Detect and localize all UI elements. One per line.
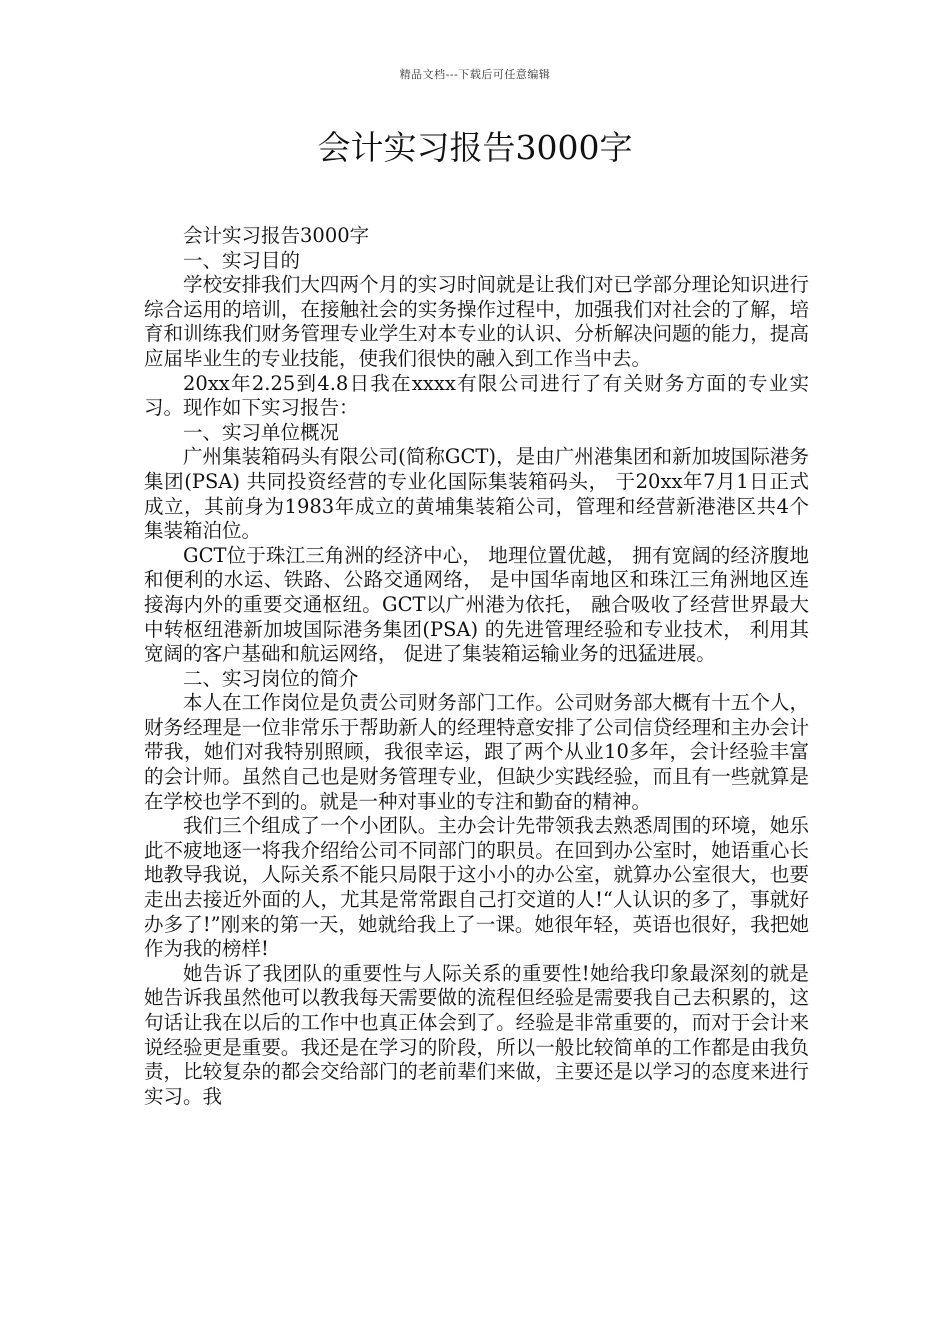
section-heading-position: 二、实习岗位的简介: [183, 666, 359, 690]
document-body: [144, 224, 809, 1109]
paragraph: 她告诉了我团队的重要性与人际关系的重要性!她给我印象最深刻的就是她告诉我虽然他可以教我每天需要做的流程但经验是需要我自己去积累的，这句话让我在以后的工作中也真正体会到了。经验是非常重要的，而对于会计来说经验更是重要。我还是在学习的阶段，所以一般比较简单的工作都是由我负责，比较复杂的都会交给部门的老前辈们来做，主要还是以学习的态度来进行实习。我: [144, 961, 809, 1108]
section-heading-purpose: 一、实习目的: [183, 248, 301, 272]
paragraph-subtitle: 会计实习报告3000字: [183, 224, 370, 247]
document-title: 会计实习报告3000字: [317, 128, 633, 167]
paragraph: GCT位于珠江三角洲的经济中心， 地理位置优越， 拥有宽阔的经济腹地和便利的水运、铁路、公路交通网络， 是中国华南地区和珠江三角洲地区连 接海内外的重要交通枢纽。GCT以广州港为依托， 融合吸收了经营世界最大中转枢纽港新加坡国际港务集团(PSA) 的先进管理经验和专业技术， 利用其宽阔的客户基础和航运网络， 促进了集装箱运输业务的迅猛进展。: [144, 543, 809, 666]
paragraph: 本人在工作岗位是负责公司财务部门工作。公司财务部大概有十五个人，财务经理是一位非常乐于帮助新人的经理特意安排了公司信贷经理和主办会计带我，她们对我特别照顾，我很幸运，跟了两个从业10多年，会计经验丰富的会计师。虽然自己也是财务管理专业，但缺少实践经验，而且有一些就算是在学校也学不到的。就是一种对事业的专注和勤奋的精神。: [144, 691, 809, 813]
header-note: 精品文档---下载后可任意编辑: [399, 68, 551, 81]
paragraph: 学校安排我们大四两个月的实习时间就是让我们对已学部分理论知识进行综合运用的培训，在接触社会的实务操作过程中，加强我们对社会的了解，培育和训练我们财务管理专业学生对本专业的认识、分析解决问题的能力，提高应届毕业生的专业技能，使我们很快的融入到工作当中去。: [144, 273, 809, 370]
section-heading-company: 一、实习单位概况: [183, 420, 340, 444]
paragraph: 20xx年2.25到4.8日我在xxxx有限公司进行了有关财务方面的专业实习。现作如下实习报告：: [144, 371, 809, 420]
paragraph: 我们三个组成了一个小团队。主办会计先带领我去熟悉周围的环境，她乐此不疲地逐一将我介绍给公司不同部门的职员。在回到办公室时，她语重心长地教导我说，人际关系不能只局限于这小小的办公室，就算办公室很大，也要走出去接近外面的人，尤其是常常跟自己打交道的人!“人认识的多了，事就好办多了!”刚来的第一天，她就给我上了一课。她很年轻，英语也很好，我把她作为我的榜样!: [144, 814, 809, 961]
paragraph: 广州集装箱码头有限公司(简称GCT)，是由广州港集团和新加坡国际港务集团(PSA) 共同投资经营的专业化国际集装箱码头， 于20xx年7月1日正式成立，其前身为1983年成立的黄埔集装箱公司，管理和经营新港港区共4个集装箱泊位。: [144, 445, 809, 543]
